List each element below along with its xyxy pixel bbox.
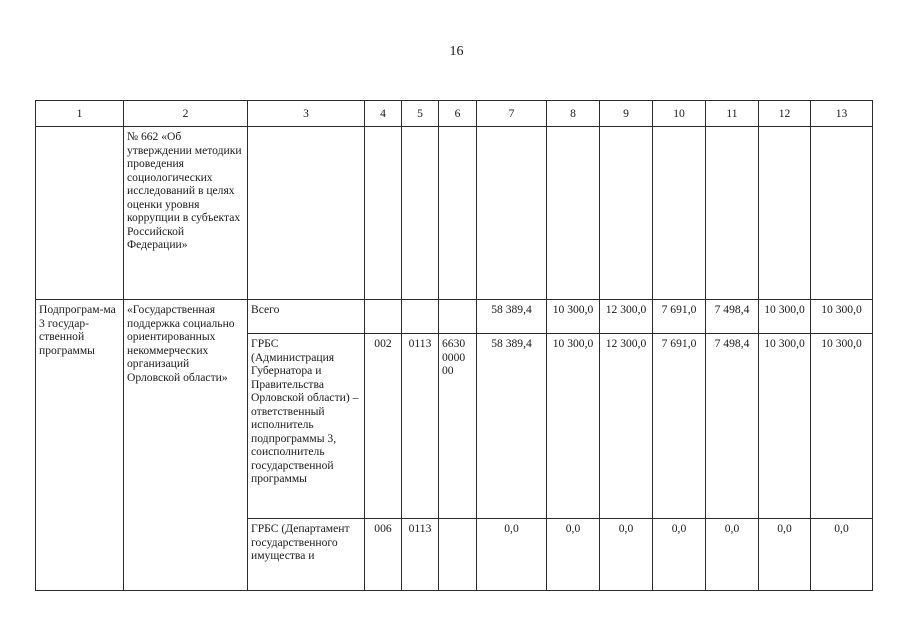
value-cell: 58 389,4 — [477, 334, 547, 519]
empty-cell — [439, 127, 477, 300]
table-row — [36, 127, 873, 300]
code-cell: 6630 0000 00 — [439, 334, 477, 519]
value-cell: 12 300,0 — [600, 334, 653, 519]
column-header: 7 — [477, 101, 547, 127]
value-cell: 0,0 — [759, 519, 811, 591]
empty-cell — [248, 127, 365, 300]
empty-cell — [811, 127, 873, 300]
budget-table — [35, 100, 873, 591]
value-cell: 0,0 — [600, 519, 653, 591]
value-cell: 0,0 — [811, 519, 873, 591]
value-cell: 10 300,0 — [547, 334, 600, 519]
value-cell: 7 498,4 — [706, 334, 759, 519]
empty-cell — [36, 127, 124, 300]
empty-cell — [365, 127, 402, 300]
code-cell — [365, 300, 402, 334]
value-cell: 0,0 — [653, 519, 706, 591]
column-header: 8 — [547, 101, 600, 127]
column-header: 9 — [600, 101, 653, 127]
empty-cell — [600, 127, 653, 300]
table-row — [36, 300, 873, 334]
code-cell — [439, 300, 477, 334]
column-header: 3 — [248, 101, 365, 127]
column-header: 11 — [706, 101, 759, 127]
code-cell: 0113 — [402, 519, 439, 591]
program-name-continuation: № 662 «Об утверждении методики проведения социологических исследований в целях оценки уровня коррупции в субъектах Российской Федерации» — [124, 127, 248, 300]
value-cell: 7 498,4 — [706, 300, 759, 334]
empty-cell — [706, 127, 759, 300]
column-header: 1 — [36, 101, 124, 127]
subprogram-label: Подпрограм-ма 3 государ-ственной программы — [36, 300, 124, 591]
column-header: 12 — [759, 101, 811, 127]
source-cell: Всего — [248, 300, 365, 334]
value-cell: 7 691,0 — [653, 334, 706, 519]
code-cell: 0113 — [402, 334, 439, 519]
subprogram-title: «Государственная поддержка социально ориентированных некоммерческих организаций Орловской области» — [124, 300, 248, 591]
empty-cell — [547, 127, 600, 300]
value-cell: 58 389,4 — [477, 300, 547, 334]
column-header: 10 — [653, 101, 706, 127]
code-cell: 002 — [365, 334, 402, 519]
column-header: 2 — [124, 101, 248, 127]
value-cell: 10 300,0 — [759, 300, 811, 334]
value-cell: 0,0 — [706, 519, 759, 591]
column-header: 5 — [402, 101, 439, 127]
code-cell: 006 — [365, 519, 402, 591]
value-cell: 0,0 — [477, 519, 547, 591]
empty-cell — [653, 127, 706, 300]
empty-cell — [759, 127, 811, 300]
code-cell — [402, 300, 439, 334]
value-cell: 10 300,0 — [547, 300, 600, 334]
value-cell: 12 300,0 — [600, 300, 653, 334]
column-header: 6 — [439, 101, 477, 127]
value-cell: 10 300,0 — [811, 334, 873, 519]
empty-cell — [402, 127, 439, 300]
source-cell: ГРБС (Администрация Губернатора и Правительства Орловской области) – ответственный исполнитель подпрограммы 3, соисполнитель государственной программы — [248, 334, 365, 519]
value-cell: 7 691,0 — [653, 300, 706, 334]
source-cell: ГРБС (Департамент государственного имущества и — [248, 519, 365, 591]
value-cell: 10 300,0 — [759, 334, 811, 519]
code-cell — [439, 519, 477, 591]
page-number: 16 — [449, 44, 464, 59]
column-header: 4 — [365, 101, 402, 127]
value-cell: 0,0 — [547, 519, 600, 591]
empty-cell — [477, 127, 547, 300]
value-cell: 10 300,0 — [811, 300, 873, 334]
header-row — [36, 101, 873, 127]
column-header: 13 — [811, 101, 873, 127]
